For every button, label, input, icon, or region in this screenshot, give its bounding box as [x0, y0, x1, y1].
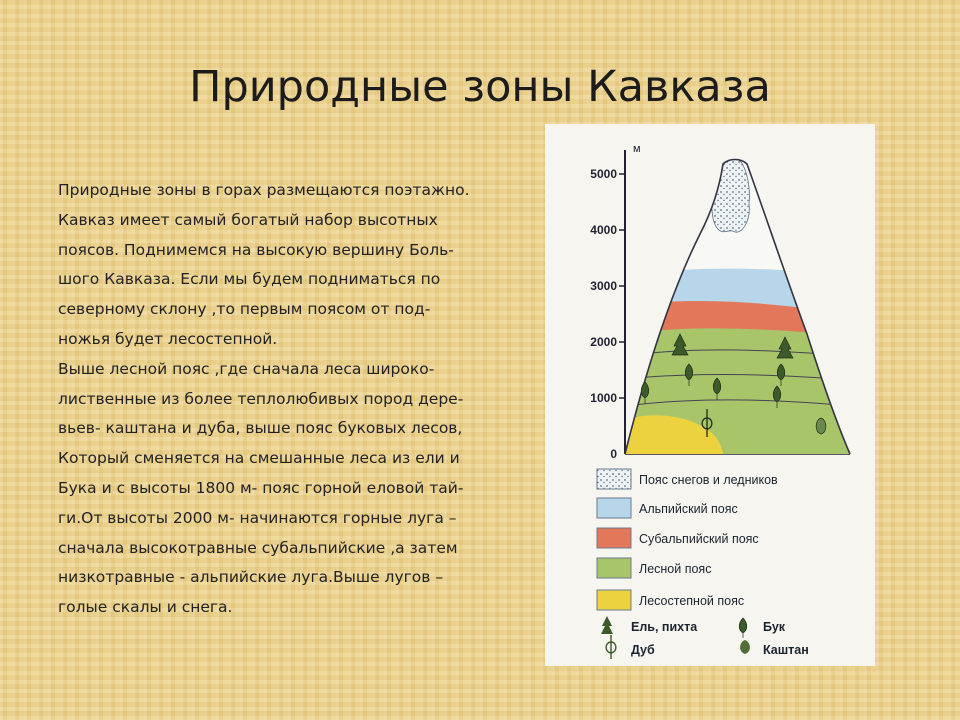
text-line: шого Кавказа. Если мы будем подниматься по	[58, 270, 441, 289]
legend-label: Альпийский пояс	[639, 502, 738, 516]
text-line: Выше лесной пояс ,где сначала леса широко-	[58, 359, 435, 378]
tick-label: 2000	[590, 335, 617, 349]
chestnut-icon	[816, 418, 826, 434]
text-line: низкотравные - альпийские луга.Выше лугов –	[58, 568, 444, 587]
legend-label: Субальпийский пояс	[639, 532, 759, 546]
text-line: Кавказ имеет самый богатый набор высотных	[58, 210, 438, 229]
tick-label: 5000	[590, 167, 617, 181]
axis-unit-label: м	[633, 143, 641, 155]
tick-label: 0	[610, 447, 617, 461]
tree-legend-label: Дуб	[631, 643, 655, 657]
legend-label: Пояс снегов и ледников	[639, 473, 778, 487]
text-line: голые скалы и снега.	[58, 598, 233, 617]
legend-swatch-snow	[597, 469, 631, 489]
text-line: Который сменяется на смешанные леса из ели и	[58, 449, 460, 468]
tick-label: 3000	[590, 279, 617, 293]
tree-legend-label: Бук	[763, 620, 786, 634]
text-line: северному склону ,то первым поясом от под-	[58, 300, 431, 319]
tick-label: 1000	[590, 391, 617, 405]
legend-swatch-forest-steppe	[597, 590, 631, 610]
text-line: Природные зоны в горах размещаются поэтажно.	[58, 181, 470, 199]
text-line: лиственные из более теплолюбивых пород дере-	[58, 389, 464, 408]
text-line: сначала высокотравные субальпийские ,а затем	[58, 538, 458, 557]
legend-label: Лесной пояс	[639, 562, 712, 576]
body-text	[58, 176, 528, 623]
legend-label: Лесостепной пояс	[639, 594, 745, 608]
legend-swatch-forest	[597, 558, 631, 578]
text-line: вьев- каштана и дуба, выше пояс буковых лесов,	[58, 419, 463, 438]
text-line: ги.От высоты 2000 м- начинаются горные луга –	[58, 508, 457, 527]
legend-swatch-alpine	[597, 498, 631, 518]
text-line: ножья будет лесостепной.	[58, 329, 278, 348]
tick-label: 4000	[590, 223, 617, 237]
text-line: Бука и с высоты 1800 м- пояс горной еловой тай-	[58, 478, 464, 497]
tree-legend-label: Ель, пихта	[631, 620, 698, 634]
text-line: поясов. Поднимемся на высокую вершину Боль-	[58, 240, 454, 259]
legend-swatch-subalpine	[597, 528, 631, 548]
tree-legend-label: Каштан	[763, 643, 809, 657]
slide-title: Природные зоны Кавказа	[189, 62, 771, 112]
altitude-zones-figure	[545, 124, 875, 666]
